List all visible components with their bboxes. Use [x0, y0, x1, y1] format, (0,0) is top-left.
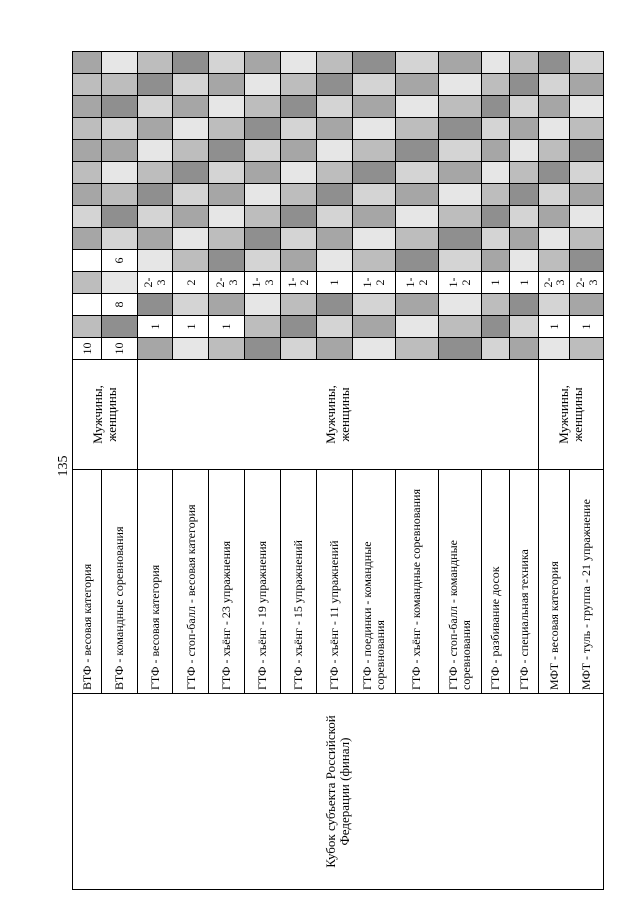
- place-cell: [438, 250, 481, 272]
- place-cell: [395, 228, 438, 250]
- place-cell: [209, 184, 245, 206]
- place-cell: [73, 316, 102, 338]
- place-cell: [481, 316, 510, 338]
- place-cell: [481, 184, 510, 206]
- place-cell: [570, 206, 604, 228]
- discipline-cell: ГТФ - хъёнг - командные соревнования: [395, 470, 438, 694]
- place-cell: [101, 316, 137, 338]
- place-cell: [280, 74, 316, 96]
- place-cell: [539, 338, 570, 360]
- place-cell: [481, 96, 510, 118]
- place-cell: [539, 118, 570, 140]
- place-cell: [481, 250, 510, 272]
- place-cell: [316, 162, 352, 184]
- place-cell: [510, 74, 539, 96]
- place-cell: [73, 74, 102, 96]
- discipline-cell: ГТФ - стоп-балл - весовая категория: [173, 470, 209, 694]
- place-cell: [245, 250, 281, 272]
- place-cell: [245, 162, 281, 184]
- place-cell: [73, 228, 102, 250]
- place-cell: [316, 228, 352, 250]
- place-cell: 1: [481, 272, 510, 294]
- place-cell: [510, 250, 539, 272]
- place-cell: [570, 294, 604, 316]
- place-cell: [101, 228, 137, 250]
- place-cell: [510, 162, 539, 184]
- place-cell: [352, 228, 395, 250]
- place-cell: [510, 118, 539, 140]
- place-cell: [481, 294, 510, 316]
- place-cell: [481, 52, 510, 74]
- place-cell: [209, 74, 245, 96]
- place-cell: [101, 206, 137, 228]
- place-cell: [316, 184, 352, 206]
- place-cell: [209, 96, 245, 118]
- place-cell: [395, 52, 438, 74]
- place-cell: [570, 140, 604, 162]
- place-cell: [481, 206, 510, 228]
- rotated-table-wrapper: [72, 62, 604, 890]
- results-table: [72, 51, 604, 890]
- place-cell: [137, 140, 173, 162]
- place-cell: 1: [173, 316, 209, 338]
- place-cell: 2-3: [137, 272, 173, 294]
- place-cell: [352, 184, 395, 206]
- place-cell: 1: [316, 272, 352, 294]
- competition-cell: Кубок субъекта Российской Федерации (финал): [73, 694, 604, 890]
- place-cell: [395, 96, 438, 118]
- place-cell: 1: [137, 316, 173, 338]
- discipline-cell: ГТФ - хъёнг - 11 упражнений: [316, 470, 352, 694]
- place-cell: [438, 74, 481, 96]
- place-cell: [316, 74, 352, 96]
- place-cell: [539, 74, 570, 96]
- place-cell: [209, 338, 245, 360]
- place-cell: [438, 338, 481, 360]
- place-cell: [438, 184, 481, 206]
- discipline-cell: ГТФ - весовая категория: [137, 470, 173, 694]
- place-cell: [570, 338, 604, 360]
- place-cell: [137, 52, 173, 74]
- place-cell: 1-2: [395, 272, 438, 294]
- place-cell: [510, 140, 539, 162]
- place-cell: [352, 140, 395, 162]
- place-cell: [316, 250, 352, 272]
- place-cell: [395, 294, 438, 316]
- place-cell: [280, 140, 316, 162]
- place-cell: [173, 184, 209, 206]
- place-cell: [137, 338, 173, 360]
- place-cell: [245, 52, 281, 74]
- place-cell: [73, 206, 102, 228]
- place-cell: 1: [510, 272, 539, 294]
- place-cell: [73, 294, 102, 316]
- place-cell: [173, 250, 209, 272]
- place-cell: [73, 250, 102, 272]
- place-cell: [209, 228, 245, 250]
- place-cell: [539, 52, 570, 74]
- place-cell: [438, 118, 481, 140]
- place-cell: [395, 74, 438, 96]
- place-cell: [539, 162, 570, 184]
- place-cell: [395, 140, 438, 162]
- place-cell: [209, 118, 245, 140]
- discipline-cell: ГТФ - хъёнг - 15 упражнений: [280, 470, 316, 694]
- place-cell: [101, 96, 137, 118]
- discipline-cell: ГТФ - стоп-балл - командные соревнования: [438, 470, 481, 694]
- place-cell: [570, 74, 604, 96]
- place-cell: [570, 228, 604, 250]
- place-cell: 2-3: [209, 272, 245, 294]
- place-cell: [395, 162, 438, 184]
- place-cell: [510, 294, 539, 316]
- place-cell: 1-2: [438, 272, 481, 294]
- place-cell: [316, 316, 352, 338]
- place-cell: [137, 250, 173, 272]
- place-cell: 1-2: [352, 272, 395, 294]
- place-cell: [101, 162, 137, 184]
- discipline-cell: ГТФ - специальная техника: [510, 470, 539, 694]
- place-cell: [173, 118, 209, 140]
- place-cell: [101, 52, 137, 74]
- place-cell: [570, 184, 604, 206]
- place-cell: [395, 338, 438, 360]
- place-cell: [280, 228, 316, 250]
- place-cell: [173, 294, 209, 316]
- place-cell: 6: [101, 250, 137, 272]
- place-cell: [173, 140, 209, 162]
- place-cell: [481, 140, 510, 162]
- place-cell: [173, 338, 209, 360]
- place-cell: [316, 206, 352, 228]
- place-cell: [395, 184, 438, 206]
- place-cell: [280, 52, 316, 74]
- place-cell: [173, 74, 209, 96]
- place-cell: [245, 140, 281, 162]
- place-cell: [245, 316, 281, 338]
- place-cell: [352, 96, 395, 118]
- place-cell: [137, 118, 173, 140]
- place-cell: [438, 140, 481, 162]
- page-number: 135: [56, 455, 71, 477]
- place-cell: [137, 228, 173, 250]
- place-cell: [209, 294, 245, 316]
- discipline-cell: ГТФ - хъёнг - 19 упражнения: [245, 470, 281, 694]
- place-cell: [510, 184, 539, 206]
- place-cell: [481, 74, 510, 96]
- place-cell: [395, 316, 438, 338]
- place-cell: [245, 228, 281, 250]
- place-cell: [245, 184, 281, 206]
- place-cell: [245, 294, 281, 316]
- place-cell: [438, 52, 481, 74]
- place-cell: [137, 74, 173, 96]
- place-cell: [280, 162, 316, 184]
- discipline-cell: ГТФ - хъёнг - 23 упражнения: [209, 470, 245, 694]
- place-cell: 1: [209, 316, 245, 338]
- place-cell: [510, 206, 539, 228]
- place-cell: [137, 184, 173, 206]
- discipline-cell: ВТФ - командные соревнования: [101, 470, 137, 694]
- place-cell: [73, 184, 102, 206]
- place-cell: 8: [101, 294, 137, 316]
- place-cell: [481, 228, 510, 250]
- place-cell: [73, 118, 102, 140]
- place-cell: [173, 162, 209, 184]
- place-cell: [316, 52, 352, 74]
- place-cell: [73, 272, 102, 294]
- discipline-cell: ГТФ - разбивание досок: [481, 470, 510, 694]
- place-cell: [539, 140, 570, 162]
- place-cell: [209, 250, 245, 272]
- place-cell: [395, 118, 438, 140]
- place-cell: [73, 96, 102, 118]
- place-cell: [280, 206, 316, 228]
- place-cell: [173, 206, 209, 228]
- place-cell: [570, 162, 604, 184]
- place-cell: [481, 118, 510, 140]
- place-cell: [510, 338, 539, 360]
- place-cell: [570, 52, 604, 74]
- place-cell: [280, 294, 316, 316]
- place-cell: [395, 206, 438, 228]
- place-cell: [245, 118, 281, 140]
- place-cell: [352, 52, 395, 74]
- place-cell: [539, 228, 570, 250]
- place-cell: [245, 338, 281, 360]
- place-cell: [280, 118, 316, 140]
- place-cell: [352, 206, 395, 228]
- place-cell: [73, 140, 102, 162]
- place-cell: [570, 250, 604, 272]
- place-cell: 1: [570, 316, 604, 338]
- place-cell: [73, 162, 102, 184]
- place-cell: [316, 96, 352, 118]
- place-cell: [352, 118, 395, 140]
- place-cell: 1-3: [245, 272, 281, 294]
- discipline-cell: ГТФ - поединки - командные соревнования: [352, 470, 395, 694]
- place-cell: [137, 162, 173, 184]
- place-cell: [280, 338, 316, 360]
- place-cell: [173, 52, 209, 74]
- place-cell: [352, 162, 395, 184]
- place-cell: [173, 228, 209, 250]
- place-cell: [101, 272, 137, 294]
- place-cell: [245, 96, 281, 118]
- place-cell: 2: [173, 272, 209, 294]
- place-cell: [316, 140, 352, 162]
- place-cell: [209, 52, 245, 74]
- place-cell: [209, 206, 245, 228]
- place-cell: [438, 316, 481, 338]
- discipline-cell: ВТФ - весовая категория: [73, 470, 102, 694]
- place-cell: [245, 74, 281, 96]
- place-cell: [510, 228, 539, 250]
- place-cell: [316, 118, 352, 140]
- place-cell: [570, 118, 604, 140]
- place-cell: [510, 316, 539, 338]
- place-cell: [352, 74, 395, 96]
- place-cell: [209, 140, 245, 162]
- place-cell: [280, 184, 316, 206]
- discipline-cell: МФТ - туль - группа - 21 упражнение: [570, 470, 604, 694]
- place-cell: [539, 250, 570, 272]
- place-cell: [481, 162, 510, 184]
- place-cell: [438, 228, 481, 250]
- group-cell: Мужчины, женщины: [137, 360, 539, 470]
- place-cell: [316, 338, 352, 360]
- place-cell: [539, 206, 570, 228]
- place-cell: [438, 96, 481, 118]
- place-cell: 2-3: [570, 272, 604, 294]
- place-cell: [280, 96, 316, 118]
- place-cell: [101, 140, 137, 162]
- discipline-cell: МФТ - весовая категория: [539, 470, 570, 694]
- place-cell: [101, 74, 137, 96]
- place-cell: [209, 162, 245, 184]
- place-cell: [352, 316, 395, 338]
- place-cell: [438, 206, 481, 228]
- group-cell: Мужчины, женщины: [73, 360, 138, 470]
- place-cell: [352, 294, 395, 316]
- place-cell: [539, 96, 570, 118]
- place-cell: [73, 52, 102, 74]
- place-cell: 10: [73, 338, 102, 360]
- place-cell: [137, 96, 173, 118]
- place-cell: [316, 294, 352, 316]
- place-cell: [395, 250, 438, 272]
- place-cell: [510, 96, 539, 118]
- place-cell: [245, 206, 281, 228]
- place-cell: 1: [539, 316, 570, 338]
- place-cell: 2-3: [539, 272, 570, 294]
- place-cell: [280, 316, 316, 338]
- place-cell: [280, 250, 316, 272]
- place-cell: [352, 250, 395, 272]
- place-cell: [137, 206, 173, 228]
- place-cell: [570, 96, 604, 118]
- group-cell: Мужчины, женщины: [539, 360, 604, 470]
- place-cell: [438, 294, 481, 316]
- place-cell: 10: [101, 338, 137, 360]
- place-cell: [481, 338, 510, 360]
- place-cell: [438, 162, 481, 184]
- table-row: [73, 52, 102, 890]
- place-cell: [101, 118, 137, 140]
- place-cell: 1-2: [280, 272, 316, 294]
- place-cell: [510, 52, 539, 74]
- place-cell: [539, 294, 570, 316]
- place-cell: [173, 96, 209, 118]
- place-cell: [539, 184, 570, 206]
- place-cell: [352, 338, 395, 360]
- place-cell: [101, 184, 137, 206]
- place-cell: [137, 294, 173, 316]
